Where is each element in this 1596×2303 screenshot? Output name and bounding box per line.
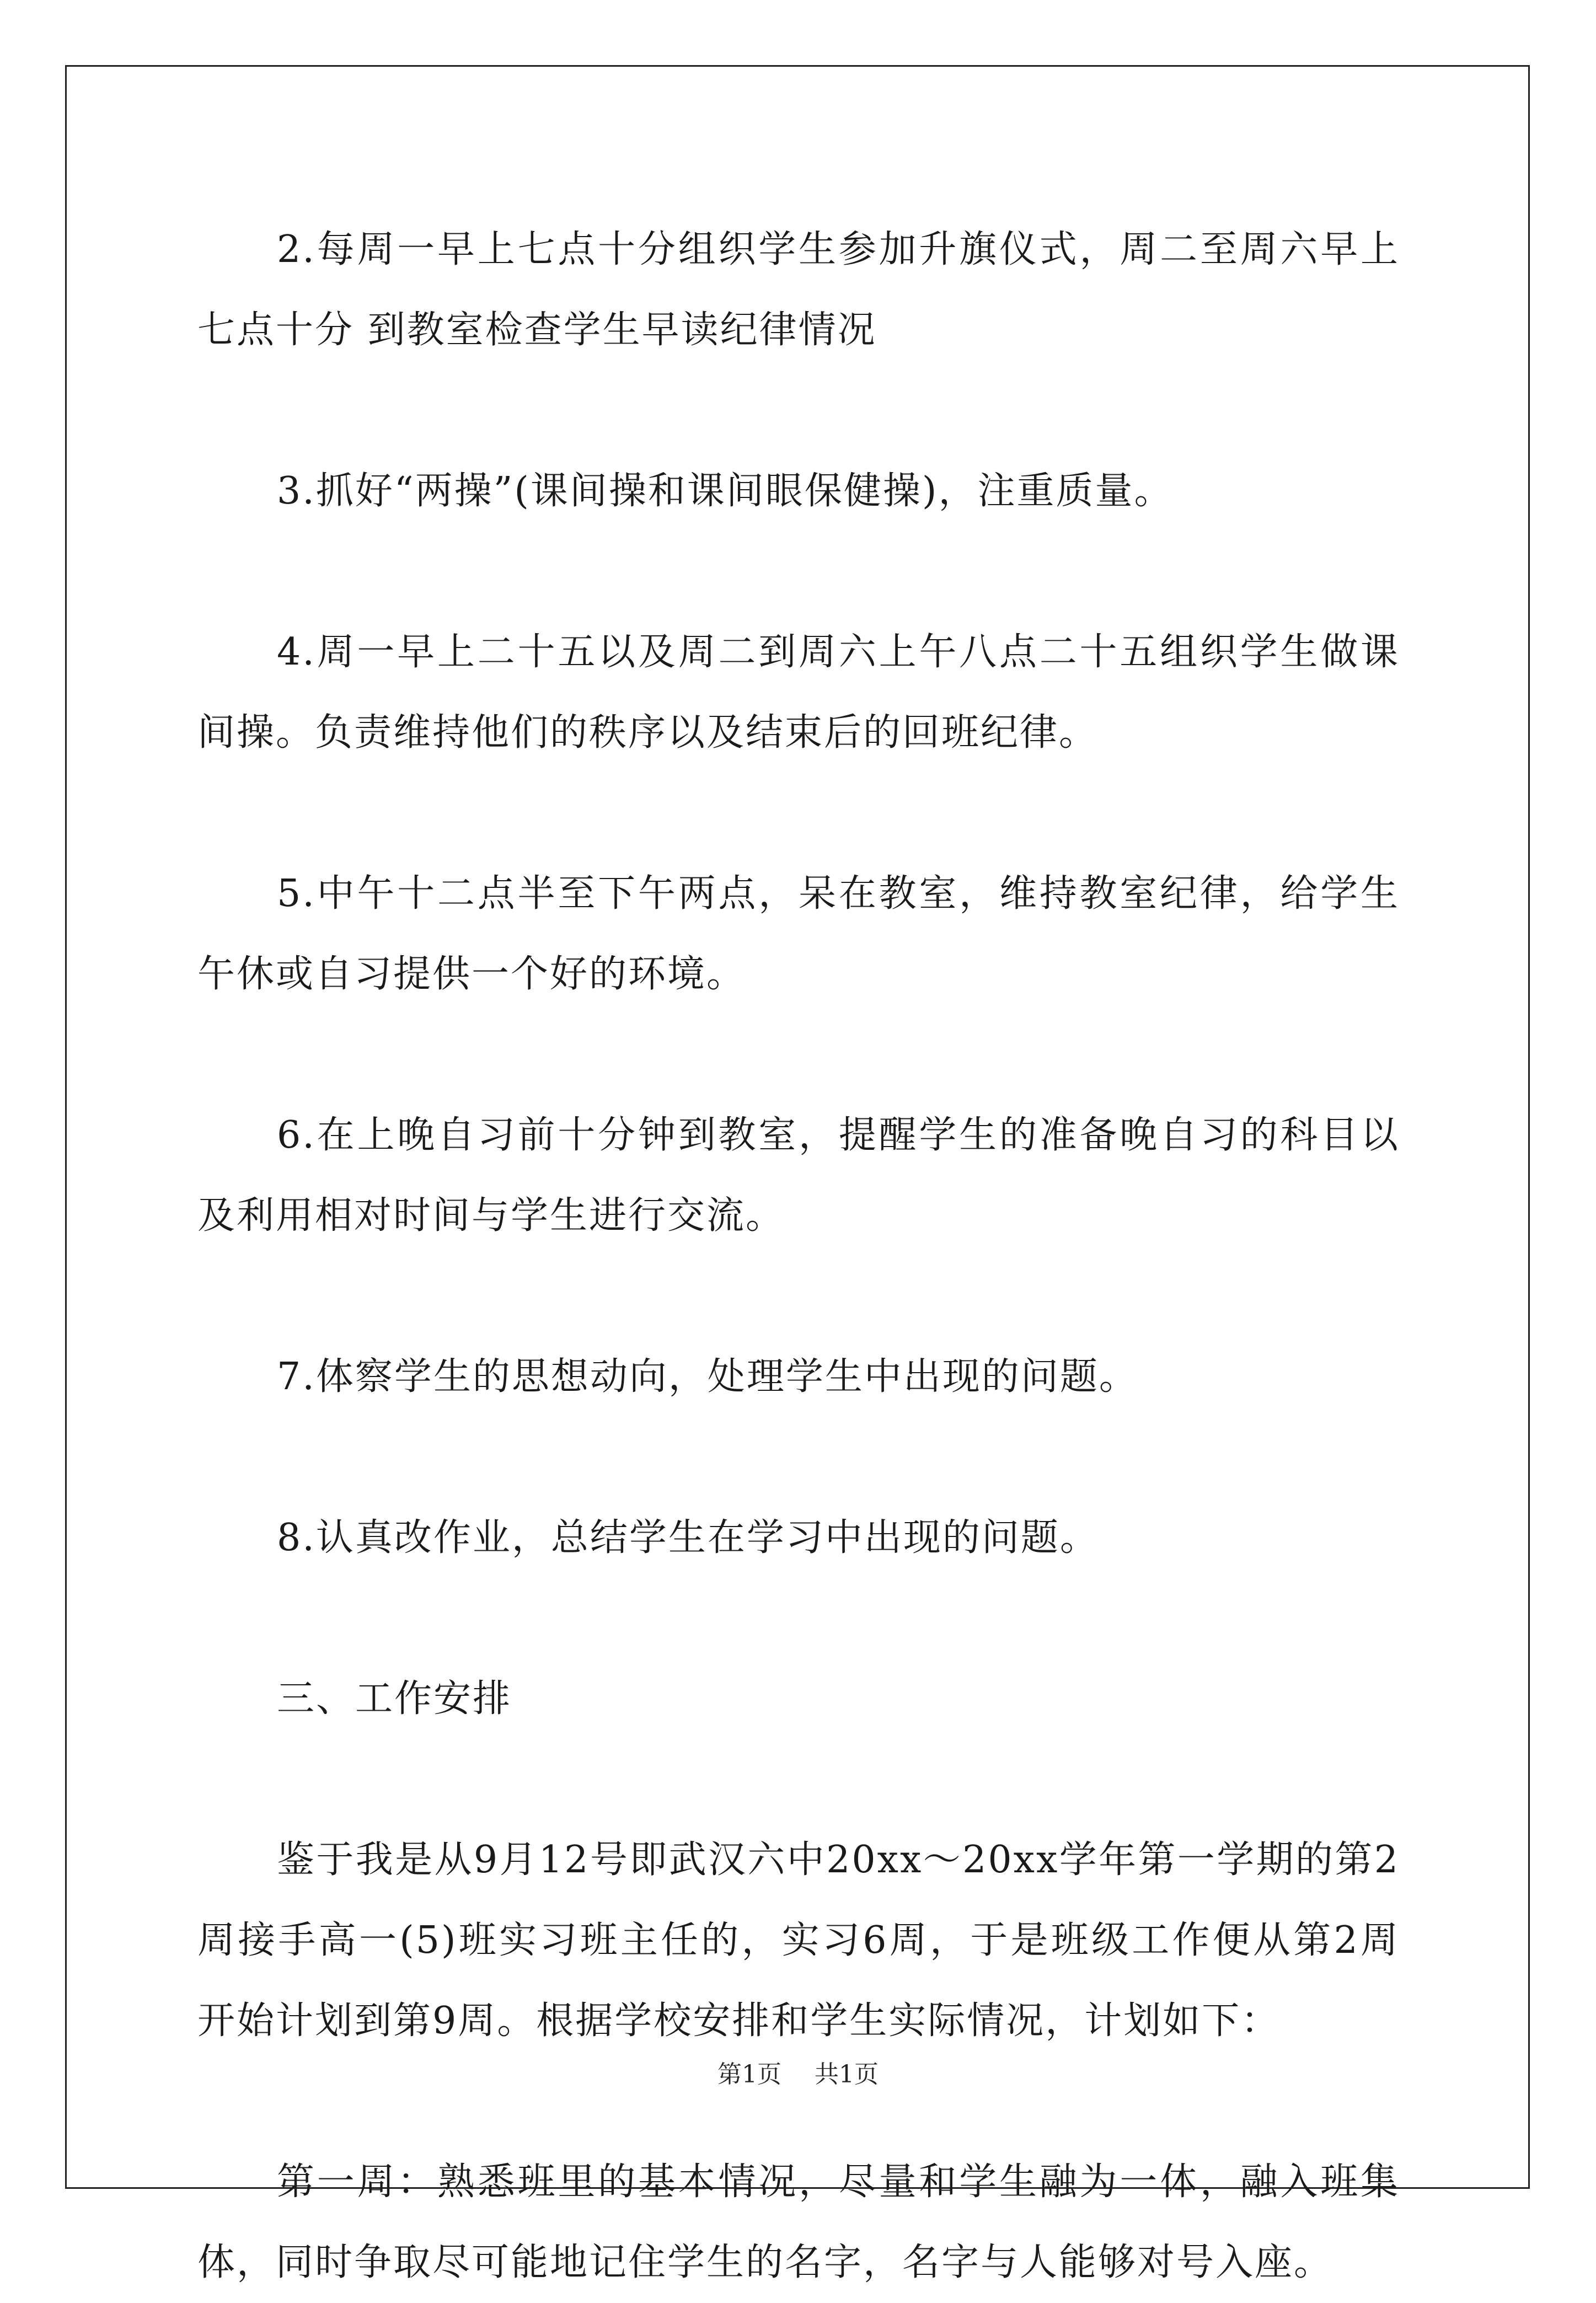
paragraph-item-8: 8.认真改作业，总结学生在学习中出现的问题。 [277, 1516, 1099, 1560]
page-footer [0, 2058, 1596, 2091]
paragraph-week-one: 第一周：熟悉班里的基本情况，尽量和学生融为一体，融入班集体，同时争取尽可能地记住学生的名字，名字与人能够对号入座。 [197, 2160, 1400, 2284]
paragraph-item-2: 2.每周一早上七点十分组织学生参加升旗仪式，周二至周六早上七点十分 到教室检查学生早读纪律情况 [197, 228, 1400, 352]
paragraph-item-3: 3.抓好“两操”(课间操和课间眼保健操)，注重质量。 [277, 469, 1174, 513]
section-heading-work-arrangement: 三、工作安排 [277, 1677, 512, 1721]
document-body [197, 210, 1400, 2303]
paragraph-item-5: 5.中午十二点半至下午两点，呆在教室，维持教室纪律，给学生午休或自习提供一个好的环境。 [197, 872, 1400, 996]
paragraph-item-4: 4.周一早上二十五以及周二到周六上午八点二十五组织学生做课间操。负责维持他们的秩序以及结束后的回班纪律。 [197, 630, 1400, 754]
paragraph-item-6: 6.在上晚自习前十分钟到教室，提醒学生的准备晚自习的科目以及利用相对时间与学生进行交流。 [197, 1113, 1400, 1238]
page-number: 第1页 [717, 2060, 781, 2088]
paragraph-item-7: 7.体察学生的思想动向，处理学生中出现的问题。 [277, 1355, 1138, 1399]
page-total: 共1页 [815, 2060, 879, 2088]
paragraph-intro-plan: 鉴于我是从9月12号即武汉六中20xx～20xx学年第一学期的第2周接手高一(5)班实习班主任的，实习6周，于是班级工作便从第2周开始计划到第9周。根据学校安排和学生实际情况，计划如下： [197, 1838, 1400, 2043]
